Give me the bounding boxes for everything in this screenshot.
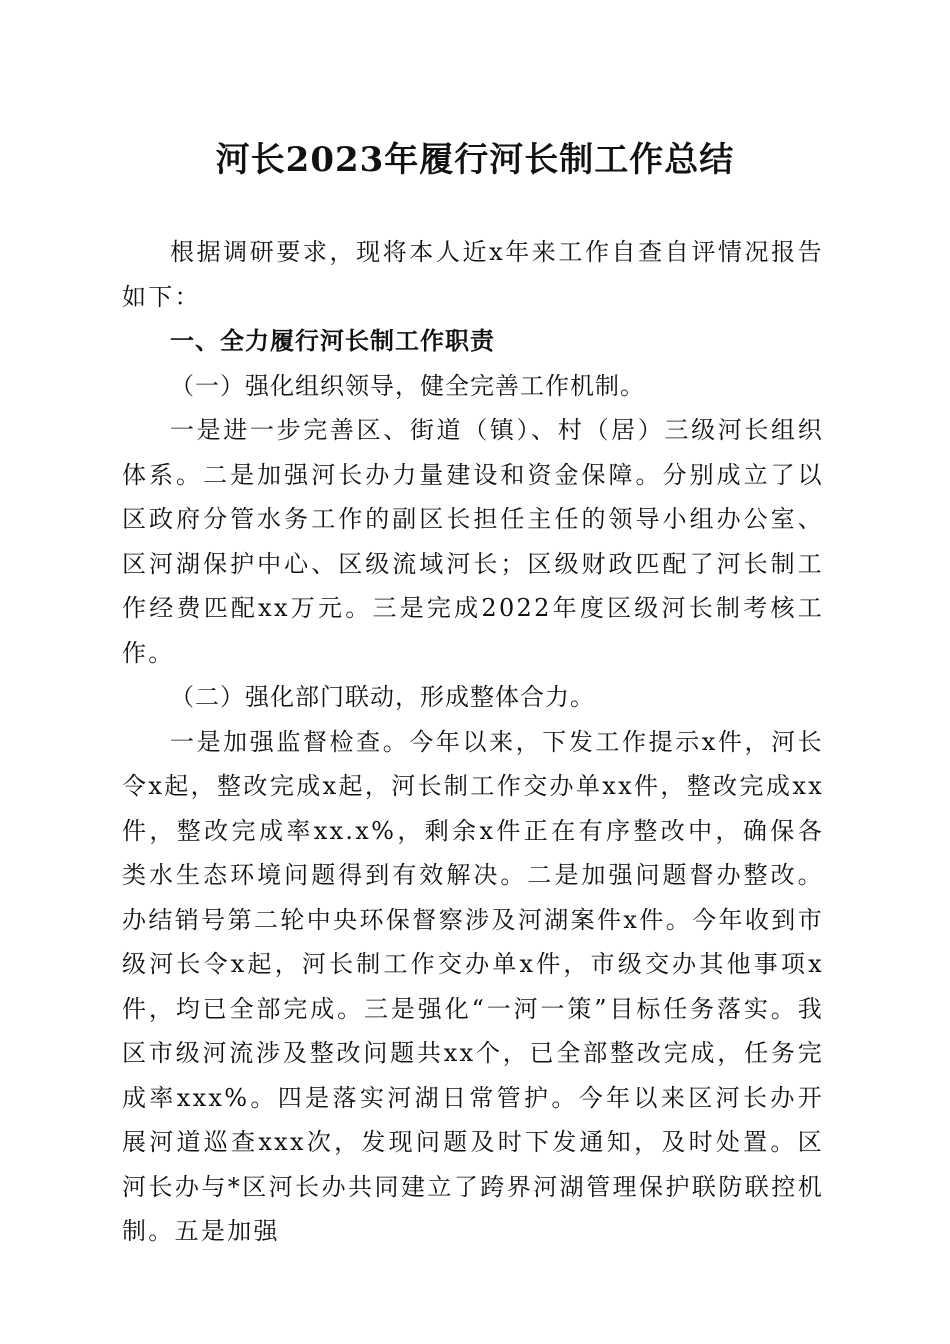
section-heading-1: 一、全力履行河长制工作职责 [170,327,495,355]
body-paragraph-1: 一是进一步完善区、街道（镇）、村（居）三级河长组织体系。二是加强河长办力量建设和资金保障。分别成立了以区政府分管水务工作的副区长担任主任的领导小组办公室、区河湖保护中心、区级流域河长；区级财政匹配了河长制工作经费匹配xx万元。三是完成2022年度区级河长制考核工作。 [122,416,824,667]
intro-paragraph: 根据调研要求，现将本人近x年来工作自查自评情况报告如下： [122,238,824,311]
subsection-heading-2: （二）强化部门联动，形成整体合力。 [170,683,595,711]
body-paragraph-2: 一是加强监督检查。今年以来，下发工作提示x件，河长令x起，整改完成x起，河长制工作交办单xx件，整改完成xx件，整改完成率xx.x%，剩余x件正在有序整改中，确保各类水生态环境问题得到有效解决。二是加强问题督办整改。办结销号第二轮中央环保督察涉及河湖案件x件。今年收到市级河长令x起，河长制工作交办单x件，市级交办其他事项x件，均已全部完成。三是强化“一河一策”目标任务落实。我区市级河流涉及整改问题共xx个，已全部整改完成，任务完成率xxx%。四是落实河湖日常管护。今年以来区河长办开展河道巡查xxx次，发现问题及时下发通知，及时处置。区河长办与*区河长办共同建立了跨界河湖管理保护联防联控机制。五是加强 [122,727,824,1245]
document-body [122,230,824,1254]
document-title: 河长2023年履行河长制工作总结 [215,140,735,180]
subsection-heading-1: （一）强化组织领导，健全完善工作机制。 [170,371,645,400]
